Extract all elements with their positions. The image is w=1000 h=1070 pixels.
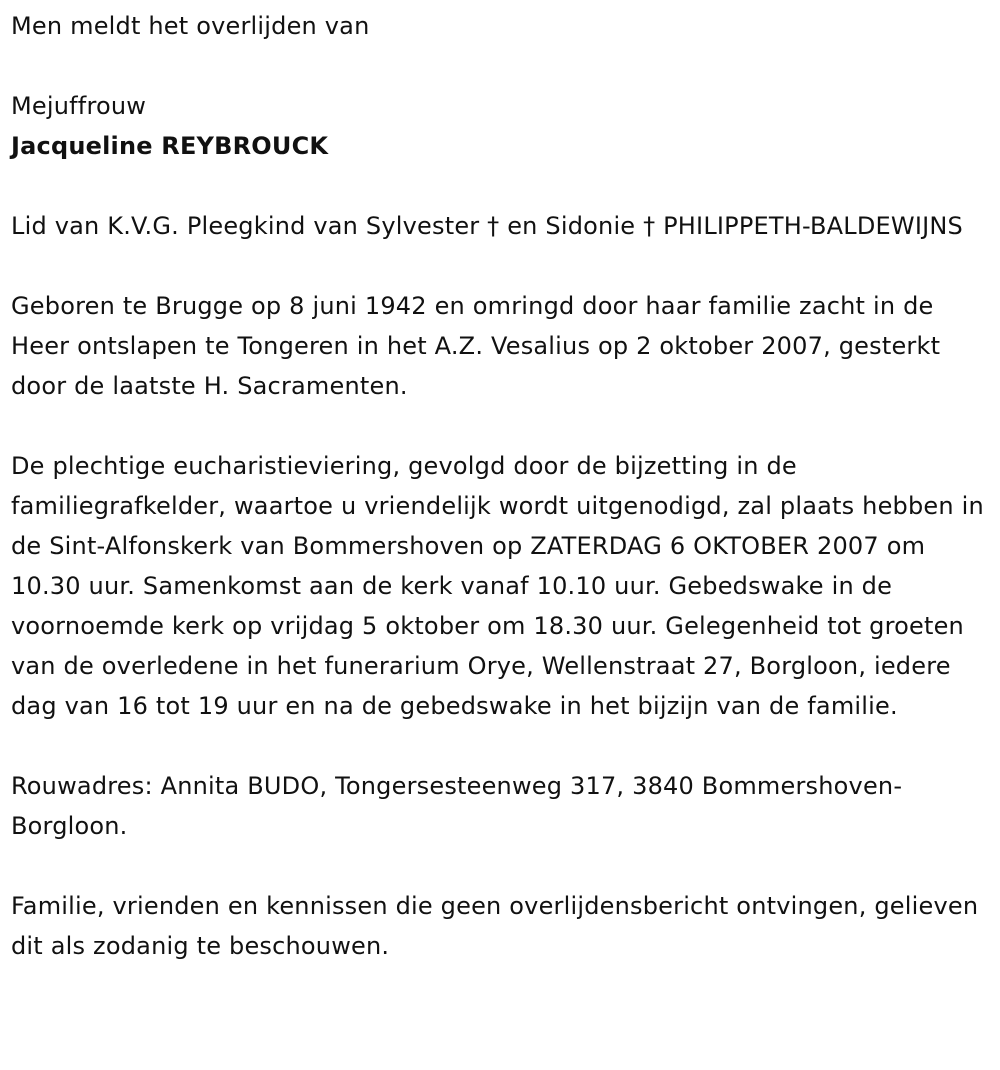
spacer xyxy=(11,726,989,766)
death-notice xyxy=(11,6,989,966)
spacer xyxy=(11,846,989,886)
spacer xyxy=(11,406,989,446)
relations-text: Lid van K.V.G. Pleegkind van Sylvester † en Sidonie † PHILIPPETH-BALDEWIJNS xyxy=(11,212,963,240)
spacer xyxy=(11,246,989,286)
spacer xyxy=(11,166,989,206)
intro-text: Men meldt het overlijden van xyxy=(11,12,370,40)
deceased-name: Jacqueline REYBROUCK xyxy=(11,132,329,160)
closing-text: Familie, vrienden en kennissen die geen overlijdensbericht ontvingen, gelieven dit als zodanig te beschouwen. xyxy=(11,892,979,960)
honorific: Mejuffrouw xyxy=(11,92,147,120)
mourning-address: Rouwadres: Annita BUDO, Tongersesteenweg 317, 3840 Bommershoven-Borgloon. xyxy=(11,772,903,840)
ceremony-text: De plechtige eucharistieviering, gevolgd door de bijzetting in de familiegrafkelder, waartoe u vriendelijk wordt uitgenodigd, zal plaats hebben in de Sint-Alfonskerk van Bommershoven op ZATERDAG 6 OKTOBER 2007 om 10.30 uur. Samenkomst aan de kerk vanaf 10.10 uur. Gebedswake in de voornoemde kerk op vrijdag 5 oktober om 18.30 uur. Gelegenheid tot groeten van de overledene in het funerarium Orye, Wellenstraat 27, Borgloon, iedere dag van 16 tot 19 uur en na de gebedswake in het bijzijn van de familie. xyxy=(11,452,984,720)
birth-death-text: Geboren te Brugge op 8 juni 1942 en omringd door haar familie zacht in de Heer ontslapen te Tongeren in het A.Z. Vesalius op 2 oktober 2007, gesterkt door de laatste H. Sacramenten. xyxy=(11,292,941,400)
spacer xyxy=(11,46,989,86)
